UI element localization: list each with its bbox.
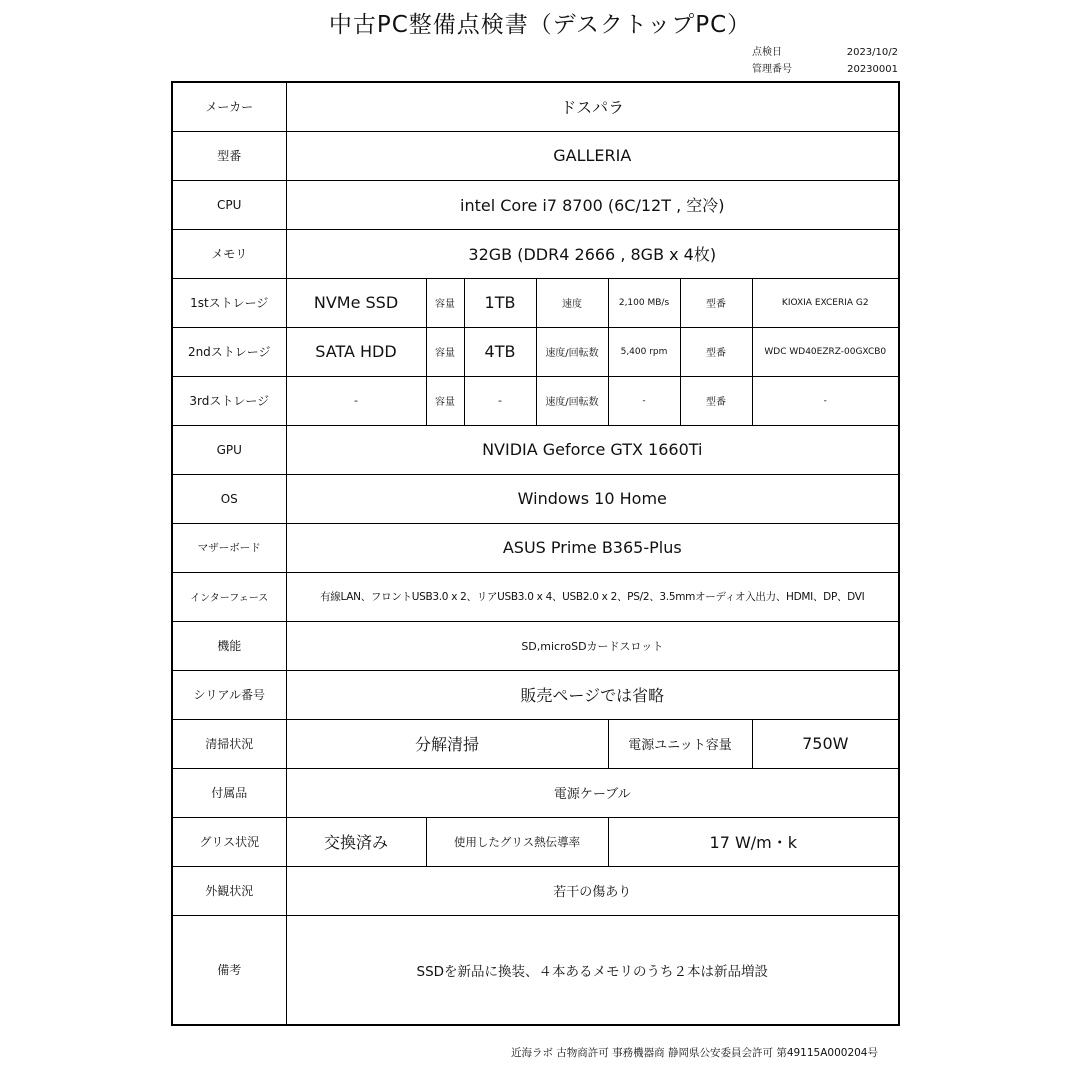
maker-label: メーカー	[172, 82, 286, 131]
storage3-capacity: -	[464, 376, 536, 425]
gpu-label: GPU	[172, 425, 286, 474]
row-maker	[172, 82, 899, 131]
interface-value: 有線LAN、フロントUSB3.0 x 2、リアUSB3.0 x 4、USB2.0 x 2、PS/2、3.5mmオーディオ入出力、HDMI、DP、DVI	[286, 572, 899, 621]
row-memory	[172, 229, 899, 278]
row-storage-1	[172, 278, 899, 327]
meta-info	[752, 44, 898, 78]
maker-value: ドスパラ	[286, 82, 899, 131]
motherboard-value: ASUS Prime B365-Plus	[286, 523, 899, 572]
serial-value: 販売ページでは省略	[286, 670, 899, 719]
accessories-value: 電源ケーブル	[286, 768, 899, 817]
storage2-speed: 5,400 rpm	[608, 327, 680, 376]
cleaning-value: 分解清掃	[286, 719, 608, 768]
storage1-label: 1stストレージ	[172, 278, 286, 327]
model-label: 型番	[172, 131, 286, 180]
storage3-speed: -	[608, 376, 680, 425]
storage2-speed-label: 速度/回転数	[536, 327, 608, 376]
storage1-speed-label: 速度	[536, 278, 608, 327]
storage2-capacity: 4TB	[464, 327, 536, 376]
footer-license: 近海ラボ 古物商許可 事務機器商 静岡県公安委員会許可 第49115A000204号	[510, 1047, 878, 1059]
motherboard-label: マザーボード	[172, 523, 286, 572]
cleaning-label: 清掃状況	[172, 719, 286, 768]
grease-conductivity-value: 17 W/m・k	[608, 817, 899, 866]
storage2-model-label: 型番	[680, 327, 752, 376]
storage3-capacity-label: 容量	[426, 376, 464, 425]
storage1-speed: 2,100 MB/s	[608, 278, 680, 327]
row-features	[172, 621, 899, 670]
row-appearance	[172, 866, 899, 915]
storage3-model: -	[752, 376, 899, 425]
row-storage-3	[172, 376, 899, 425]
storage3-model-label: 型番	[680, 376, 752, 425]
remarks-value: SSDを新品に換装、４本あるメモリのうち２本は新品増設	[286, 915, 899, 1025]
storage3-type: -	[286, 376, 426, 425]
memory-label: メモリ	[172, 229, 286, 278]
gpu-value: NVIDIA Geforce GTX 1660Ti	[286, 425, 899, 474]
storage1-model: KIOXIA EXCERIA G2	[752, 278, 899, 327]
appearance-value: 若干の傷あり	[286, 866, 899, 915]
serial-label: シリアル番号	[172, 670, 286, 719]
storage1-capacity: 1TB	[464, 278, 536, 327]
psu-capacity-value: 750W	[752, 719, 899, 768]
storage2-capacity-label: 容量	[426, 327, 464, 376]
row-gpu	[172, 425, 899, 474]
storage1-model-label: 型番	[680, 278, 752, 327]
features-value: SD,microSDカードスロット	[286, 621, 899, 670]
row-accessories	[172, 768, 899, 817]
management-number: 20230001	[847, 64, 898, 75]
row-serial	[172, 670, 899, 719]
cpu-value: intel Core i7 8700 (6C/12T , 空冷)	[286, 180, 899, 229]
row-grease	[172, 817, 899, 866]
row-storage-2	[172, 327, 899, 376]
row-motherboard	[172, 523, 899, 572]
features-label: 機能	[172, 621, 286, 670]
storage3-speed-label: 速度/回転数	[536, 376, 608, 425]
storage2-model: WDC WD40EZRZ-00GXCB0	[752, 327, 899, 376]
row-remarks	[172, 915, 899, 1025]
management-number-label: 管理番号	[752, 64, 792, 75]
row-cpu	[172, 180, 899, 229]
memory-value: 32GB (DDR4 2666 , 8GB x 4枚)	[286, 229, 899, 278]
inspection-date-label: 点検日	[752, 47, 782, 58]
grease-conductivity-label: 使用したグリス熱伝導率	[426, 817, 608, 866]
document-title: 中古PC整備点検書（デスクトップPC）	[328, 12, 752, 38]
row-os	[172, 474, 899, 523]
row-interface	[172, 572, 899, 621]
row-cleaning	[172, 719, 899, 768]
storage3-label: 3rdストレージ	[172, 376, 286, 425]
interface-label: インターフェース	[172, 572, 286, 621]
accessories-label: 付属品	[172, 768, 286, 817]
model-value: GALLERIA	[286, 131, 899, 180]
psu-capacity-label: 電源ユニット容量	[608, 719, 752, 768]
storage2-type: SATA HDD	[286, 327, 426, 376]
os-value: Windows 10 Home	[286, 474, 899, 523]
remarks-label: 備考	[172, 915, 286, 1025]
cpu-label: CPU	[172, 180, 286, 229]
row-model	[172, 131, 899, 180]
os-label: OS	[172, 474, 286, 523]
grease-label: グリス状況	[172, 817, 286, 866]
appearance-label: 外観状況	[172, 866, 286, 915]
storage2-label: 2ndストレージ	[172, 327, 286, 376]
inspection-table	[171, 81, 900, 1026]
grease-value: 交換済み	[286, 817, 426, 866]
inspection-date: 2023/10/2	[846, 47, 898, 58]
storage1-type: NVMe SSD	[286, 278, 426, 327]
storage1-capacity-label: 容量	[426, 278, 464, 327]
